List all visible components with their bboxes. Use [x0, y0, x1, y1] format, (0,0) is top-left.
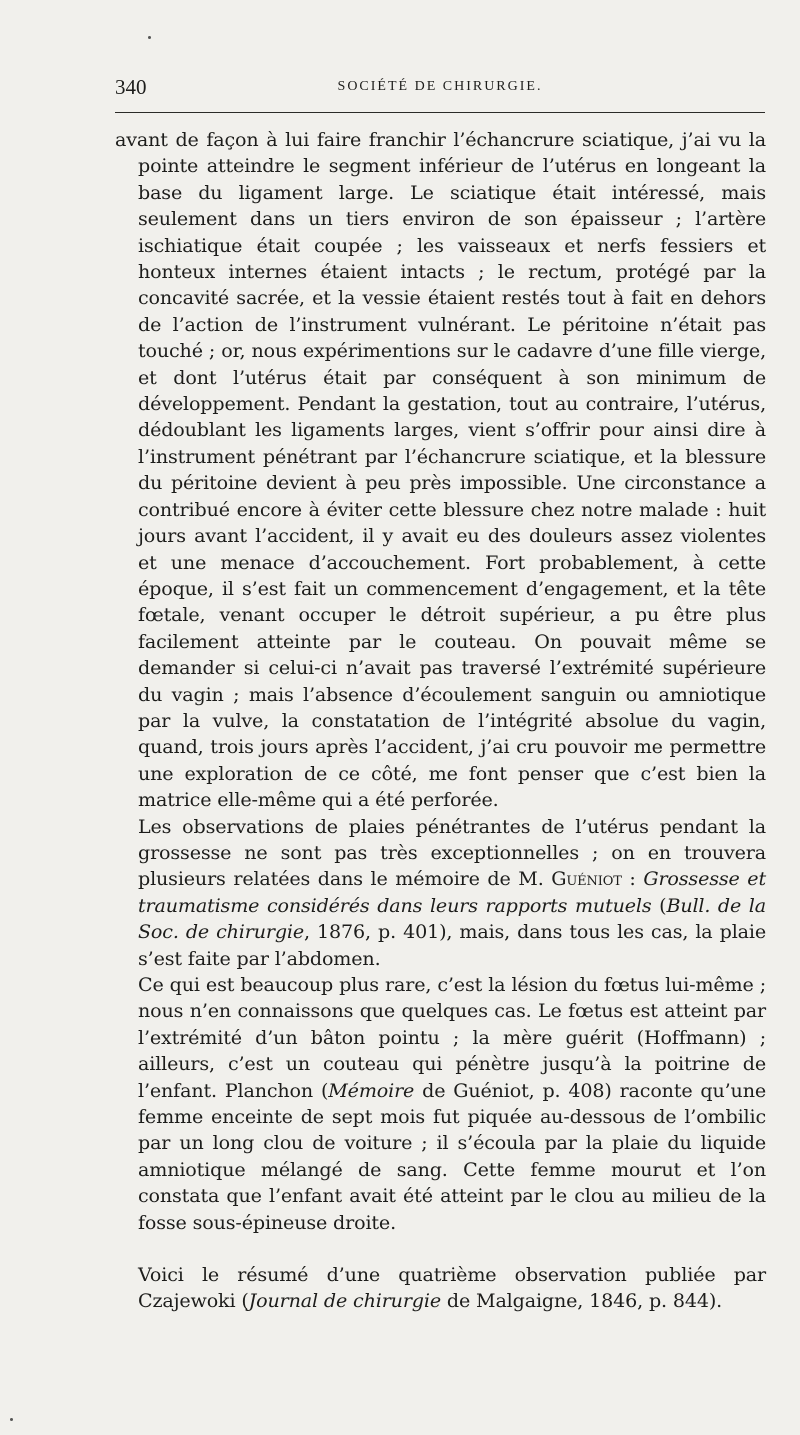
italic-text: Grossesse et traumatisme considérés dans leurs rapports mutuels	[138, 867, 766, 917]
scan-speck	[10, 1418, 13, 1421]
page-header	[115, 75, 765, 101]
text-run: avant de façon à lui faire franchir l’échancrure sciatique, j’ai vu la pointe atteindre le segment inférieur de l’utérus en longeant la base du ligament large. Le sciatique était intéressé, mais seulement dans un tiers environ de son épaisseur ; l’artère ischiatique était coupée ; les vaisseaux et nerfs fessiers et honteux internes étaient intacts ; le rectum, protégé par la concavité sacrée, et la vessie étaient restés tout à fait en dehors de l’action de l’instrument vulnérant. Le péritoine n’était pas touché ; or, nous expérimentions sur le cadavre d’une fille vierge, et dont l’utérus était par conséquent à son minimum de développement. Pendant la gestation, tout au contraire, l’utérus, dédoublant les ligaments larges, vient s’offrir pour ainsi dire à l’instrument pénétrant par l’échancrure sciatique, et la blessure du péritoine devient à peu près impossible. Une circonstance a contribué encore à éviter cette blessure chez notre malade : huit jours avant l’accident, il y avait eu des douleurs assez violentes et une menace d’accouchement. Fort probablement, à cette époque, il s’est fait un commencement d’engagement, et la tête fœtale, venant occuper le détroit supérieur, a pu être plus facilement atteinte par le couteau. On pouvait même se demander si celui-ci n’avait pas traversé l’extrémité supérieure du vagin ; mais l’absence d’écoulement sanguin ou amniotique par la vulve, la constatation de l’intégrité absolue du vagin, quand, trois jours après l’accident, j’ai cru pouvoir me permettre une exploration de ce côté, me font penser que c’est bien la matrice elle-même qui a été perforée.	[115, 128, 766, 812]
text-run: de Guéniot, p. 408) raconte qu’une femme enceinte de sept mois fut piquée au-dessous de l’ombilic par un long clou de voiture ; il s’écoula par la plaie du liquide amniotique mélangé de sang. Cette femme mourut et l’on constata que l’enfant avait été atteint par le clou au milieu de la fosse sous-épineuse droite.	[138, 1078, 766, 1234]
paragraph	[138, 1262, 766, 1315]
text-run: Les observations de plaies pénétrantes de l’utérus pendant la grossesse ne sont pas très exceptionnelles ; on en trouvera plusieurs relatées dans le mémoire de M.	[138, 814, 766, 891]
text-run: :	[621, 867, 644, 891]
italic-text: Journal de chirurgie	[248, 1289, 441, 1313]
scan-speck	[148, 36, 151, 39]
text-run: , 1876, p. 401), mais, dans tous les cas, la plaie s’est faite par l’abdomen.	[138, 920, 766, 970]
text-run: de Malgaigne, 1846, p. 844).	[440, 1289, 723, 1313]
text-run: Ce qui est beaucoup plus rare, c’est la lésion du fœtus lui-même ; nous n’en connaissons que quelques cas. Le fœtus est atteint par l’extrémité d’un bâton pointu ; la mère guérit (Hoffmann) ; ailleurs, c’est un couteau qui pénètre jusqu’à la poitrine de l’enfant. Planchon (	[138, 973, 766, 1102]
italic-text: Mémoire	[328, 1078, 415, 1102]
text-run: (	[651, 893, 667, 917]
small-caps-name: Guéniot	[551, 867, 622, 891]
body-text	[115, 127, 766, 1315]
italic-text: Bull. de la Soc. de chirurgie	[138, 893, 766, 944]
page-number: 340	[115, 75, 147, 99]
header-rule	[115, 112, 765, 113]
running-head: SOCIÉTÉ DE CHIRURGIE.	[337, 79, 543, 94]
paragraph	[138, 972, 766, 1236]
paragraph	[138, 814, 766, 972]
paragraph	[115, 127, 766, 814]
text-run: Voici le résumé d’une quatrième observation publiée par Czajewoki (	[138, 1263, 766, 1313]
